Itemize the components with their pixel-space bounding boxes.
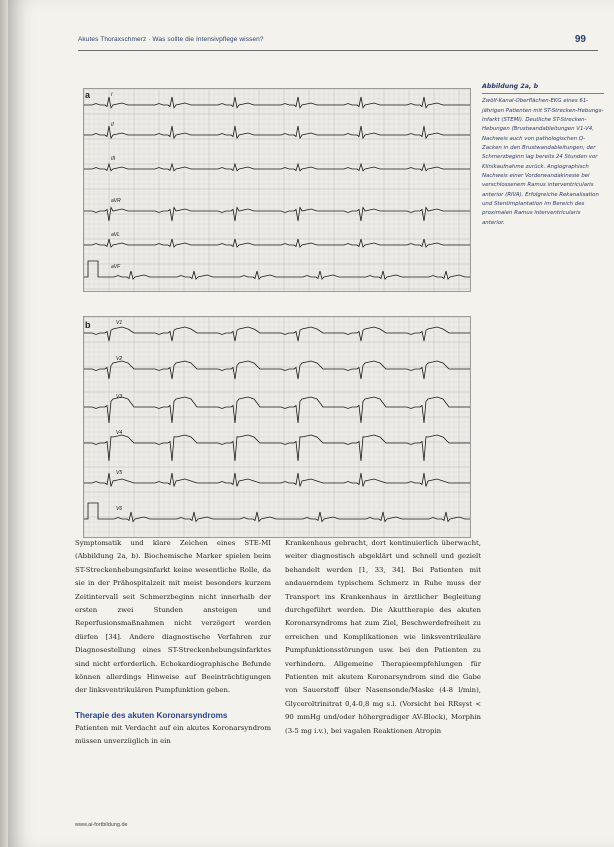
ecg-trace [84, 164, 470, 171]
page-number: 99 [574, 34, 586, 45]
ecg-lead-label: V3 [116, 394, 123, 400]
ecg-lead-label: V4 [116, 430, 123, 436]
body-paragraph: Patienten mit Verdacht auf ein akutes Koronarsyndrom müssen unverzüglich in ein [75, 723, 271, 746]
text-column-right [285, 537, 481, 738]
ecg-trace [84, 361, 470, 379]
body-paragraph: Krankenhaus gebracht, dort kontinuierlich überwacht, weiter diagnostisch abgeklärt und schnell und gezielt behandelt werden [1, 33, 34]. Bei Patienten mit andauerndem typischem Schmerz in Ruhe muss der Transport ins Krankenhaus in ärztlicher Begleitung durchgeführt werden. Die Akuttherapie des akuten Koronarsyndroms hat zum Ziel, Beschwerdefreiheit zu erreichen und Komplikationen wie linksventrikuläre Pumpfunktionsstörungen usw. bei den Patienten zu verhindern. Allgemeine Therapieempfehlungen für Patienten mit akutem Koronarsyndrom sind die Gabe von Sauerstoff über Nasensonde/Maske (4-8 l/min), Glyceroltrinitrat 0,4-0,8 mg s.l. (Vorsicht bei RRsyst < 90 mmHg und/oder höhergradiger AV-Block), Morphin (3-5 mg i.v.), bei vagalen Reaktionen Atropin [285, 539, 481, 735]
ecg-panel-b [83, 316, 471, 538]
book-spine-shadow [0, 0, 8, 847]
ecg-lead-label: II [111, 122, 114, 128]
body-paragraph: Symptomatik und klare Zeichen eines STE-MI (Abbildung 2a, b). Biochemische Marker spielen beim ST-Streckenhebungsinfarkt keine wesentliche Rolle, da sie in der Prähospitalzeit mit meist besonders kurzem Zeitintervall seit Schmerzbeginn nicht innerhalb der ersten zwei Stunden ansteigen und Reperfusionsmaßnahmen nicht verzögert werden dürfen [34]. Andere diagnostische Verfahren zur Diagnosestellung eines ST-Streckenhebungsinfarktes sind nicht erforderlich. Echokardiographische Befunde können allerdings Hinweise auf Beeinträchtigungen der linksventrikulären Pumpfunktion geben. [75, 539, 271, 695]
ecg-trace [84, 126, 470, 138]
ecg-panel-a-graphic [84, 89, 470, 291]
ecg-lead-label: aVL [111, 232, 120, 238]
ecg-trace [84, 327, 470, 341]
figure-caption-text: Zwölf-Kanal-Oberflächen-EKG eines 61-jährigen Patienten mit ST-Strecken-Hebungs-Infarkt (STEMI). Deutliche ST-Strecken-Hebungen (Brustwandableitungen V1-V4, Nachweis auch von pathologischen Q-Zacken in den Brustwandableitungen; der Schmerzbeginn lag bereits 24 Stunden vor Klinikaufnahme zurück. Angiographisch Nachweis einer Vorderwandakinesie bei verschlossenem Ramus interventricularis anterior (RIVA). Erfolgreiche Rekanalisation und Stentimplantation im Bereich des proximalen Ramus interventricularis anterior. [482, 98, 604, 226]
ecg-trace [84, 503, 470, 521]
ecg-panel-b-graphic [84, 317, 470, 537]
text-column-left [75, 537, 271, 749]
section-heading: Therapie des akuten Koronarsyndroms [75, 710, 228, 720]
figure-caption-title: Abbildung 2a, b [482, 82, 604, 94]
ecg-trace [84, 97, 470, 108]
ecg-lead-label: I [111, 92, 113, 98]
figure-panel-letter-b: b [85, 320, 91, 330]
ecg-lead-label: III [111, 156, 116, 162]
ecg-lead-label: V6 [116, 506, 123, 512]
ecg-trace [84, 397, 470, 423]
ecg-trace [84, 473, 470, 487]
figure-caption [482, 82, 604, 360]
ecg-lead-label: V1 [116, 320, 123, 326]
running-header [78, 34, 598, 51]
ecg-panel-a [83, 88, 471, 292]
footer-url: www.ai-fortbildung.de [75, 822, 128, 828]
running-header-title: Akutes Thoraxschmerz · Was sollte die Intensivpflege wissen? [78, 36, 264, 43]
ecg-trace [84, 239, 470, 247]
ecg-lead-label: aVR [111, 198, 121, 204]
ecg-lead-label: V2 [116, 356, 123, 362]
ecg-lead-label: V5 [116, 470, 123, 476]
figure-panel-letter-a: a [85, 90, 91, 100]
ecg-lead-label: aVF [111, 264, 121, 270]
